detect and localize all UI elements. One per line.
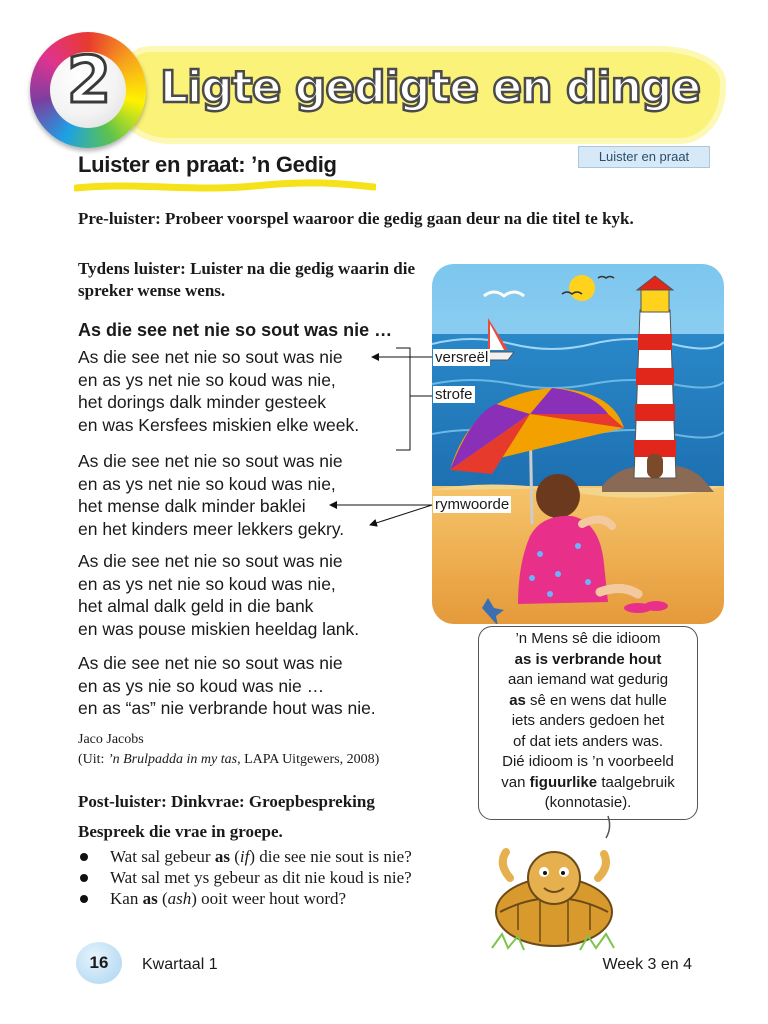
poem-line: en as ys nie so koud was nie … bbox=[78, 675, 325, 696]
list-item: Kan as (ash) ooit weer hout word? bbox=[78, 888, 498, 909]
poem-title: As die see net nie so sout was nie … bbox=[78, 320, 393, 340]
list-item: Wat sal met ys gebeur as dit nie koud is nie? bbox=[78, 867, 438, 888]
post-listen-heading: Post-luister: Dinkvrae: Groepbespreking bbox=[78, 792, 375, 811]
poem-line: en het kinders meer lekkers gekry. bbox=[78, 518, 345, 539]
idiom-speech-bubble: ’n Mens sê die idioom as is verbrande hout aan iemand wat gedurig as sê en wens dat hulle iets anders gedoen het of dat iets anders was. Dié idioom is ’n voorbeeld van figuurlike taalgebruik (konnotasie). bbox=[478, 626, 698, 820]
list-item: Wat sal gebeur as (if) die see nie sout is nie? bbox=[78, 846, 498, 867]
poem-line: As die see net nie so sout was nie bbox=[78, 653, 343, 673]
poem-line: het almal dalk geld in die bank bbox=[78, 596, 314, 616]
stanza-3 bbox=[78, 550, 359, 640]
underline-squiggle bbox=[74, 178, 376, 194]
page-number: 16 bbox=[76, 942, 122, 984]
poem-line: het mense dalk minder baklei bbox=[78, 496, 306, 516]
bullet-icon bbox=[80, 853, 88, 861]
during-listen-instruction: Tydens luister: Luister na die gedig waarin die spreker wense wens. bbox=[78, 259, 416, 300]
poem-line: As die see net nie so sout was nie bbox=[78, 451, 343, 471]
label-verse-line: versreël bbox=[435, 349, 489, 366]
stanza-4 bbox=[78, 652, 376, 720]
section-title: Luister en praat: ’n Gedig bbox=[78, 152, 337, 177]
author: Jaco Jacobs bbox=[78, 732, 144, 747]
source: (Uit: ’n Brulpadda in my tas, LAPA Uitgewers, 2008) bbox=[78, 752, 380, 767]
term-label: Kwartaal 1 bbox=[142, 956, 218, 973]
tortoise-illustration bbox=[488, 808, 618, 958]
chapter-title: Ligte gedigte en dinge bbox=[160, 62, 701, 113]
poem-line: en as ys net nie so koud was nie, bbox=[78, 473, 336, 494]
poem-line: het dorings dalk minder gesteek bbox=[78, 392, 327, 412]
section-tag: Luister en praat bbox=[578, 146, 710, 168]
beach-lighthouse-illustration bbox=[432, 264, 724, 624]
poem-line: en was pouse miskien heeldag lank. bbox=[78, 618, 360, 639]
poem-credit bbox=[78, 730, 379, 770]
chapter-number: 2 bbox=[66, 44, 110, 118]
label-stanza: strofe bbox=[435, 386, 473, 403]
discussion-instruction: Bespreek die vrae in groepe. bbox=[78, 822, 283, 841]
question-list bbox=[78, 846, 498, 909]
bullet-icon bbox=[80, 895, 88, 903]
poem-line: en was Kersfees miskien elke week. bbox=[78, 414, 360, 435]
pre-listen-instruction: Pre-luister: Probeer voorspel waaroor die gedig gaan deur na die titel te kyk. bbox=[78, 209, 634, 228]
stanza-1 bbox=[78, 346, 359, 436]
week-label: Week 3 en 4 bbox=[602, 956, 692, 973]
poem-line: en as ys net nie so koud was nie, bbox=[78, 573, 336, 594]
poem-line: As die see net nie so sout was nie bbox=[78, 551, 343, 571]
label-rhyme-words: rymwoorde bbox=[435, 496, 510, 513]
poem-line: As die see net nie so sout was nie bbox=[78, 347, 343, 367]
stanza-2 bbox=[78, 450, 344, 540]
poem-line: en as ys net nie so koud was nie, bbox=[78, 369, 336, 390]
bullet-icon bbox=[80, 874, 88, 882]
poem-line: en as “as” nie verbrande hout was nie. bbox=[78, 698, 376, 718]
